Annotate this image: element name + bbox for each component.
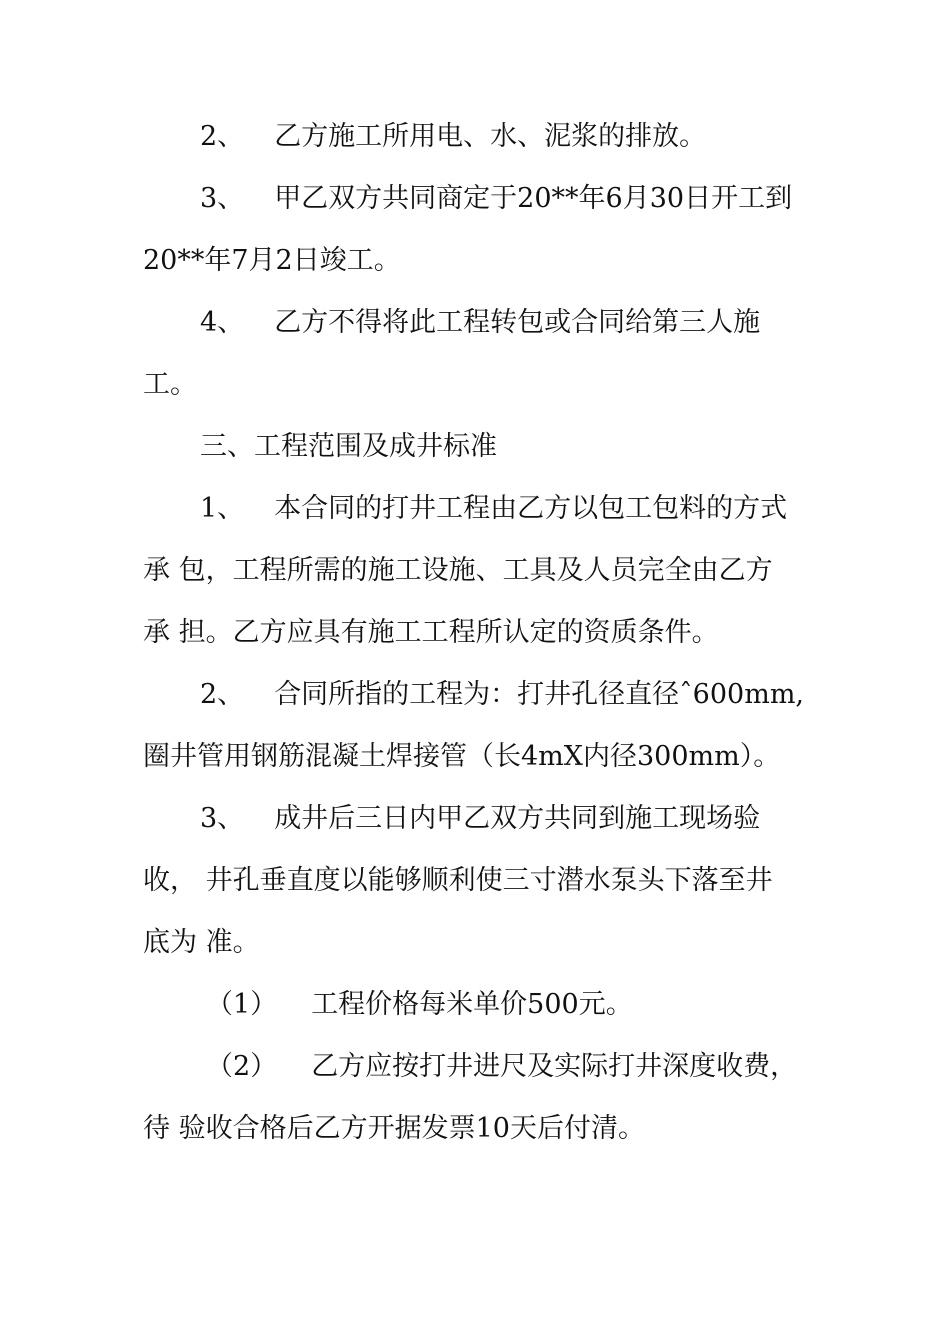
- text-line-15: [206, 988, 633, 1022]
- text-line-7: [200, 492, 787, 526]
- line-text: 乙方应按打井进尺及实际打井深度收费，: [311, 1051, 798, 1082]
- line-text: 待 验收合格后乙方开据发票10天后付清。: [143, 1113, 645, 1144]
- text-line-5: [143, 368, 197, 402]
- list-number: 3、: [200, 803, 245, 834]
- section-heading: [200, 430, 497, 464]
- text-line-17: [143, 1112, 645, 1146]
- text-line-4: [200, 306, 760, 340]
- text-line-9: [143, 616, 719, 650]
- line-text: 乙方不得将此工程转包或合同给第三人施: [274, 307, 761, 338]
- text-line-3: [143, 244, 401, 278]
- text-line-14: [143, 926, 260, 960]
- line-text: 承 包，工程所需的施工设施、工具及人员完全由乙方: [143, 555, 773, 586]
- text-line-12: [200, 802, 760, 836]
- list-number: 3、: [200, 183, 245, 214]
- list-number: 4、: [200, 307, 245, 338]
- list-number: 1、: [200, 493, 245, 524]
- line-text: 20**年7月2日竣工。: [143, 245, 401, 276]
- line-text: 底为 准。: [143, 927, 260, 958]
- text-line-13: [143, 864, 773, 898]
- line-text: 成井后三日内甲乙双方共同到施工现场验: [274, 803, 761, 834]
- text-line-1: [200, 120, 706, 154]
- text-line-10: [200, 678, 804, 712]
- line-text: 工。: [143, 369, 197, 400]
- line-text: 合同所指的工程为：打井孔径直径ˆ600mm,: [274, 679, 805, 710]
- line-text: 甲乙双方共同商定于20**年6月30日开工到: [274, 183, 793, 214]
- list-number: 2、: [200, 121, 245, 152]
- line-text: 乙方施工所用电、水、泥浆的排放。: [274, 121, 707, 152]
- line-text: 承 担。乙方应具有施工工程所认定的资质条件。: [143, 617, 719, 648]
- list-number: （2）: [206, 1051, 278, 1082]
- text-line-2: [200, 182, 792, 216]
- heading-text: 三、工程范围及成井标准: [200, 431, 497, 462]
- line-text: 收， 井孔垂直度以能够顺利使三寸潜水泵头下落至井: [143, 865, 773, 896]
- line-text: 工程价格每米单价500元。: [311, 989, 633, 1020]
- line-text: 圈井管用钢筋混凝土焊接管（长4mX内径300mm）。: [143, 741, 781, 772]
- list-number: 2、: [200, 679, 245, 710]
- text-line-11: [143, 740, 780, 774]
- text-line-8: [143, 554, 773, 588]
- list-number: （1）: [206, 989, 278, 1020]
- line-text: 本合同的打井工程由乙方以包工包料的方式: [274, 493, 788, 524]
- text-line-16: [206, 1050, 797, 1084]
